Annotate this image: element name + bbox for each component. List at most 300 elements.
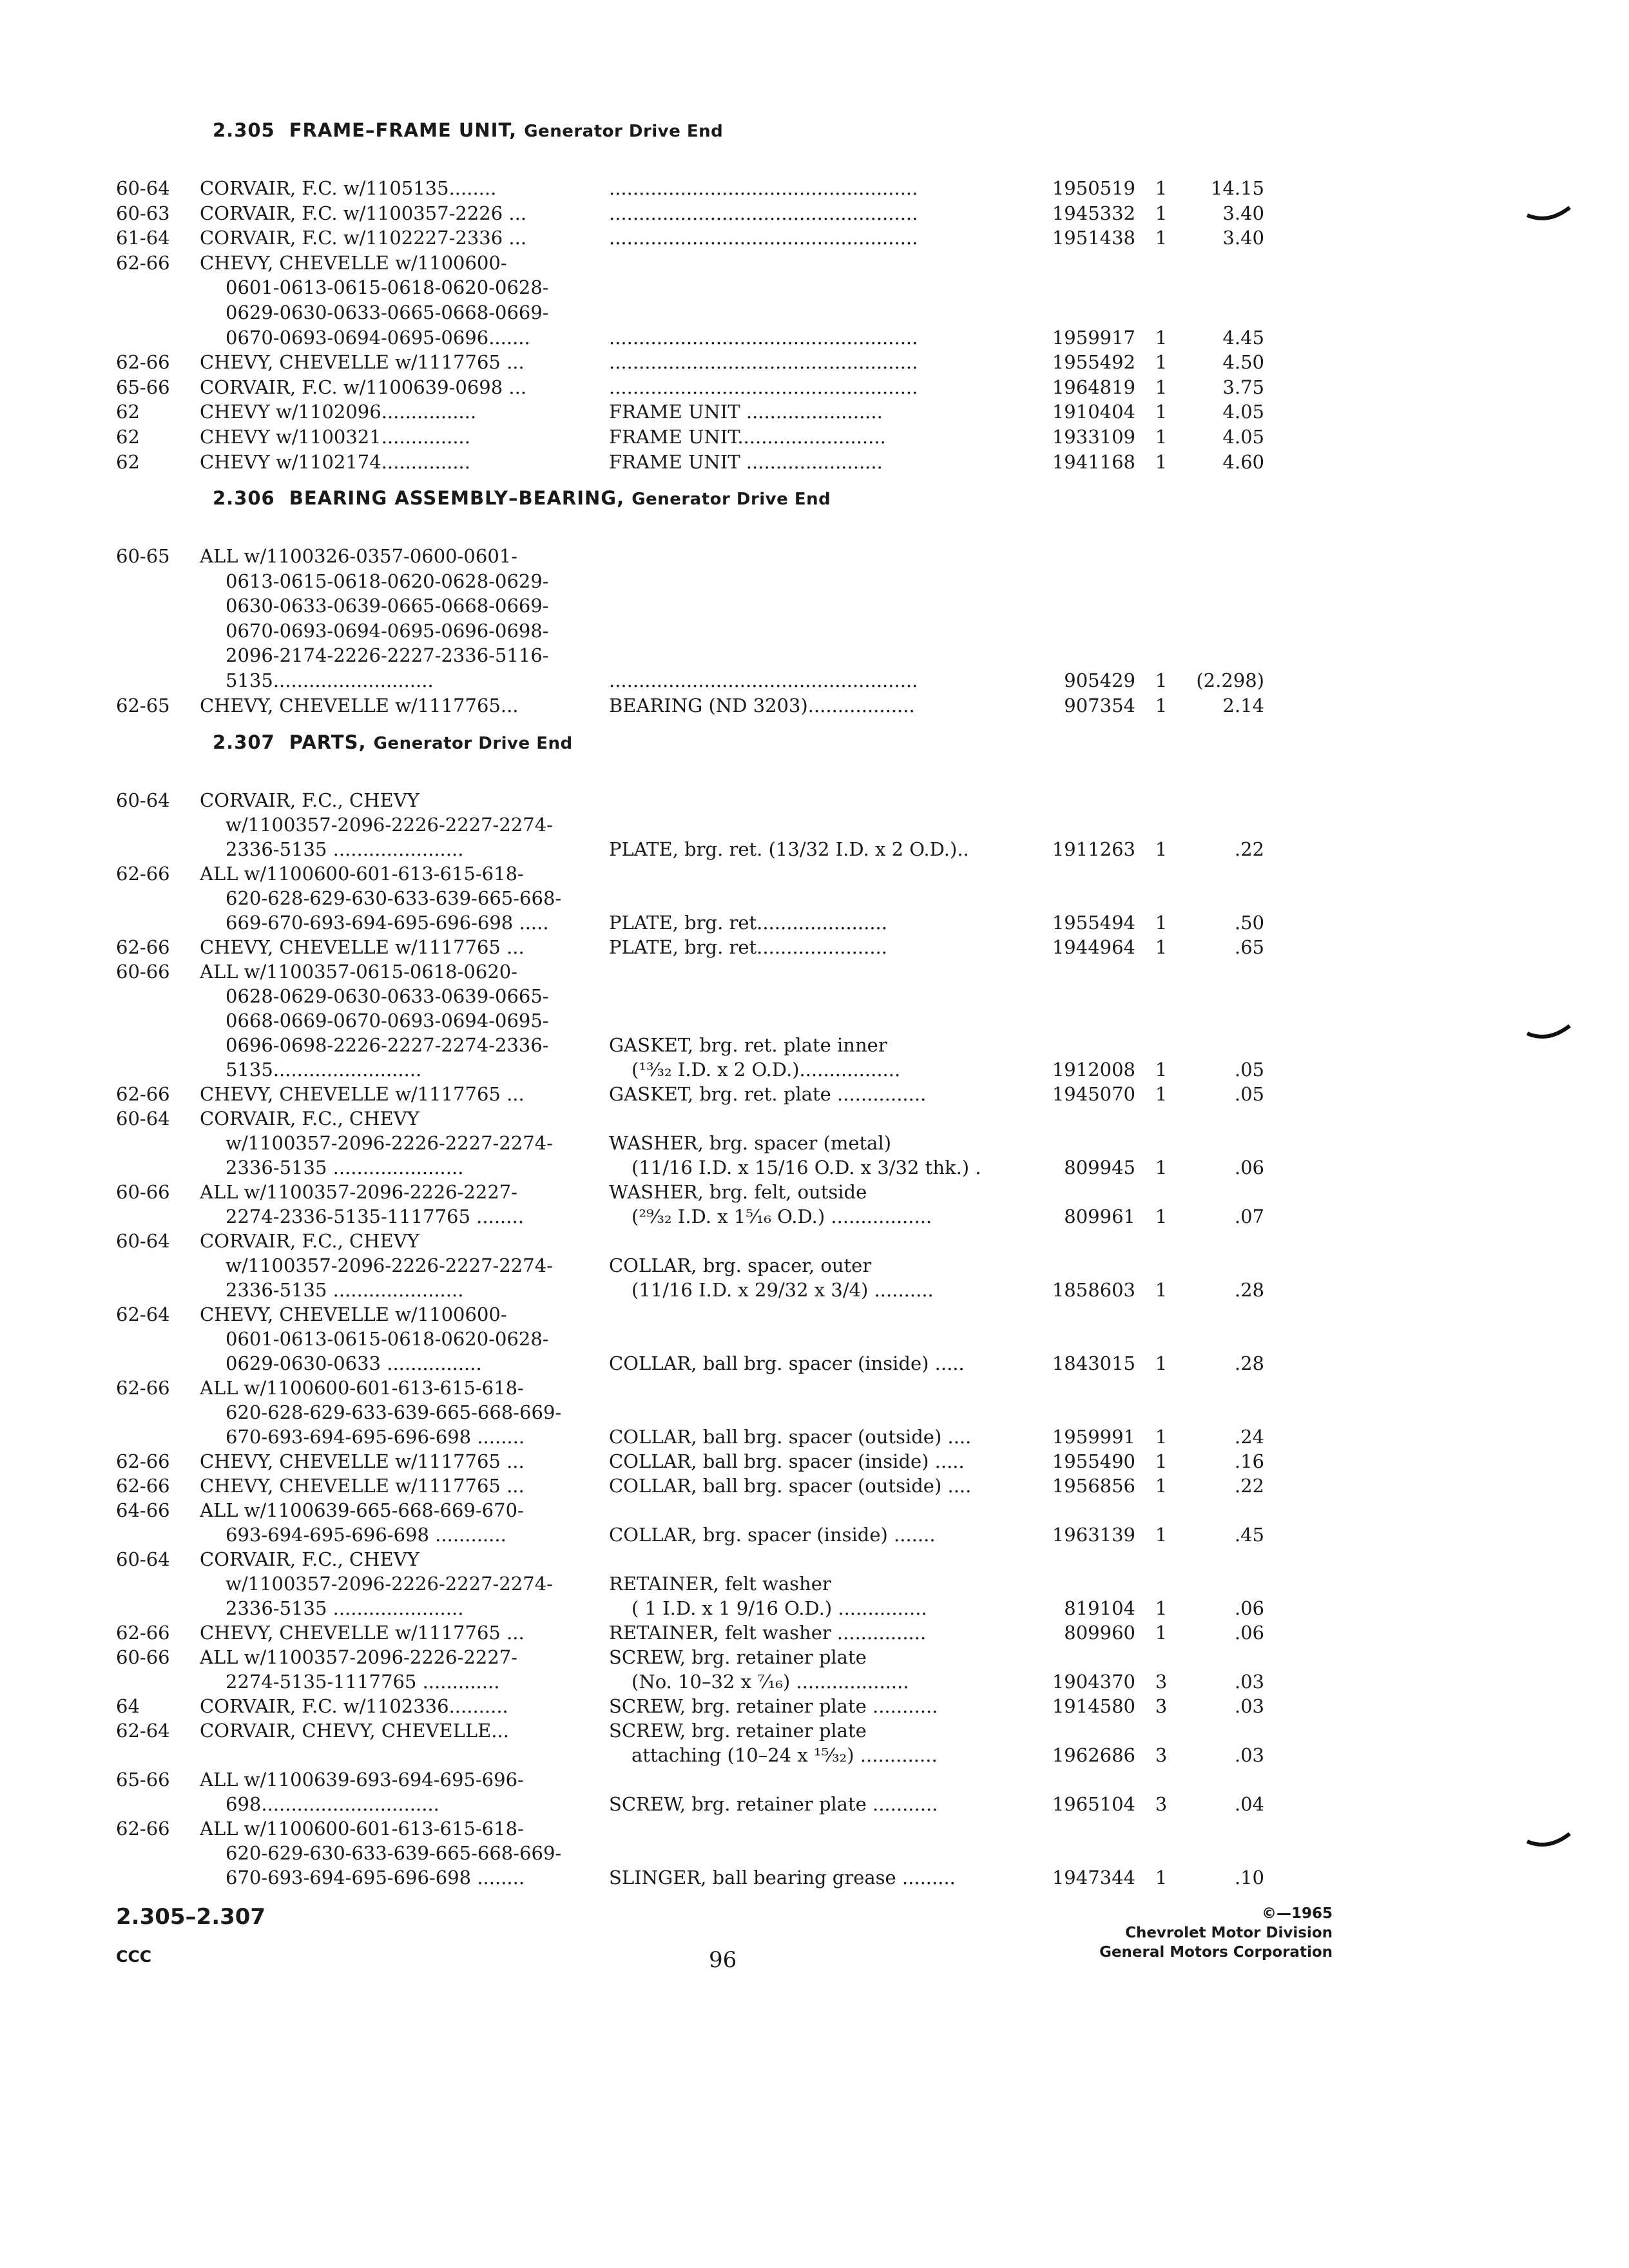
model-application: w/1100357-2096-2226-2227-2274- [226, 814, 553, 836]
parts-row [0, 1645, 1629, 1669]
parts-row [0, 1718, 1629, 1743]
parts-row [0, 1792, 1629, 1816]
model-application: 670-693-694-695-696-698 ........ [226, 1426, 525, 1448]
part-description: (²⁹⁄₃₂ I.D. x 1⁵⁄₁₆ O.D.) ................. [631, 1206, 932, 1227]
parts-row [0, 1841, 1629, 1865]
part-number: 809945 [1064, 1157, 1135, 1178]
part-description: .................................................... [609, 669, 918, 691]
model-application: 669-670-693-694-695-696-698 ..... [226, 912, 549, 934]
list-price: 3.40 [1222, 227, 1264, 249]
part-description: BEARING (ND 3203).................. [609, 694, 915, 716]
list-price: .28 [1234, 1279, 1264, 1301]
part-number: 809961 [1064, 1206, 1135, 1227]
part-number: 1955492 [1052, 351, 1135, 374]
model-application: 5135......................... [226, 1059, 422, 1081]
parts-row [0, 569, 1629, 593]
model-year: 65-66 [116, 1769, 170, 1791]
parts-row [0, 693, 1629, 718]
quantity: 1 [1155, 669, 1168, 691]
part-description: PLATE, brg. ret. (13/32 I.D. x 2 O.D.).. [609, 838, 969, 860]
section-subtitle: Generator Drive End [524, 122, 724, 141]
model-year: 60-64 [116, 1230, 170, 1252]
catalog-code: CCC [116, 1947, 152, 1966]
model-application: 2336-5135 ...................... [226, 838, 464, 860]
parts-row [0, 1865, 1629, 1890]
model-application: CHEVY, CHEVELLE w/1117765 ... [200, 1475, 525, 1497]
parts-row [0, 668, 1629, 693]
model-application: CHEVY, CHEVELLE w/1117765 ... [200, 351, 525, 374]
model-year: 62-66 [116, 1622, 170, 1644]
model-year: 62-66 [116, 863, 170, 885]
list-price: .50 [1234, 912, 1264, 934]
part-number: 1962686 [1052, 1744, 1135, 1766]
list-price: 4.50 [1222, 351, 1264, 374]
parts-row [0, 1669, 1629, 1694]
part-description: COLLAR, ball brg. spacer (inside) ..... [609, 1450, 965, 1472]
list-price: 4.05 [1222, 401, 1264, 423]
model-year: 64 [116, 1695, 140, 1717]
part-description: .................................................... [609, 202, 918, 224]
list-price: 4.60 [1222, 450, 1264, 473]
part-description: COLLAR, ball brg. spacer (outside) .... [609, 1475, 972, 1497]
model-application: CORVAIR, F.C., CHEVY [200, 1230, 419, 1252]
part-description: .................................................... [609, 326, 918, 349]
model-application: 0628-0629-0630-0633-0639-0665- [226, 985, 549, 1007]
quantity: 1 [1155, 227, 1168, 249]
parts-row [0, 1302, 1629, 1327]
model-application: 2336-5135 ...................... [226, 1279, 464, 1301]
part-description: GASKET, brg. ret. plate inner [609, 1034, 887, 1056]
parts-row [0, 1547, 1629, 1571]
model-year: 62-66 [116, 351, 170, 374]
parts-row [0, 1376, 1629, 1400]
part-number: 1933109 [1052, 426, 1135, 448]
parts-row [0, 1057, 1629, 1082]
parts-row [0, 1498, 1629, 1523]
parts-row [0, 226, 1629, 250]
section-heading [213, 119, 723, 141]
quantity: 1 [1155, 1867, 1168, 1888]
model-year: 60-64 [116, 789, 170, 811]
quantity: 1 [1155, 426, 1168, 448]
parts-row [0, 910, 1629, 935]
model-year: 60-66 [116, 961, 170, 983]
quantity: 1 [1155, 1597, 1168, 1619]
list-price: .04 [1234, 1793, 1264, 1815]
parts-row [0, 1253, 1629, 1278]
model-application: 698.............................. [226, 1793, 439, 1815]
quantity: 3 [1155, 1695, 1168, 1717]
model-application: 2274-2336-5135-1117765 ........ [226, 1206, 524, 1227]
part-number: 1904370 [1052, 1671, 1135, 1693]
parts-row [0, 1351, 1629, 1376]
quantity: 1 [1155, 1622, 1168, 1644]
part-number: 1951438 [1052, 227, 1135, 249]
parts-row [0, 1082, 1629, 1106]
model-application: CHEVY w/1102174............... [200, 450, 470, 473]
parts-row [0, 1571, 1629, 1596]
parts-row [0, 886, 1629, 910]
section-subtitle: Generator Drive End [631, 490, 831, 509]
list-price: .22 [1234, 1475, 1264, 1497]
part-number: 1941168 [1052, 450, 1135, 473]
parts-row [0, 1106, 1629, 1131]
model-application: CHEVY w/1102096................ [200, 401, 477, 423]
model-application: ALL w/1100639-693-694-695-696- [200, 1769, 524, 1791]
quantity: 1 [1155, 1059, 1168, 1081]
part-number: 1955494 [1052, 912, 1135, 934]
quantity: 1 [1155, 1157, 1168, 1178]
list-price: 3.75 [1222, 376, 1264, 398]
part-description: WASHER, brg. felt, outside [609, 1181, 867, 1203]
part-description: PLATE, brg. ret...................... [609, 912, 887, 934]
quantity: 1 [1155, 202, 1168, 224]
list-price: .07 [1234, 1206, 1264, 1227]
parts-row [0, 1620, 1629, 1645]
page-number: 96 [709, 1947, 737, 1973]
model-application: ALL w/1100357-0615-0618-0620- [200, 961, 518, 983]
part-number: 1858603 [1052, 1279, 1135, 1301]
model-application: CHEVY, CHEVELLE w/1117765 ... [200, 1622, 525, 1644]
model-year: 62-66 [116, 1377, 170, 1399]
model-year: 62-65 [116, 694, 170, 716]
model-application: 620-628-629-633-639-665-668-669- [226, 1401, 562, 1423]
parts-row [0, 375, 1629, 399]
quantity: 1 [1155, 1450, 1168, 1472]
parts-row [0, 1523, 1629, 1547]
part-description: GASKET, brg. ret. plate ............... [609, 1083, 927, 1105]
quantity: 1 [1155, 177, 1168, 199]
model-application: 0629-0630-0633-0665-0668-0669- [226, 302, 549, 323]
parts-row [0, 1425, 1629, 1449]
list-price: .03 [1234, 1671, 1264, 1693]
list-price: .22 [1234, 838, 1264, 860]
model-application: 5135........................... [226, 669, 434, 691]
quantity: 1 [1155, 1475, 1168, 1497]
list-price: 4.45 [1222, 326, 1264, 349]
part-description: ( 1 I.D. x 1 9/16 O.D.) ............... [631, 1597, 927, 1619]
parts-row [0, 251, 1629, 275]
model-year: 60-65 [116, 545, 170, 567]
part-description: SCREW, brg. retainer plate ........... [609, 1695, 938, 1717]
part-description: SCREW, brg. retainer plate [609, 1720, 867, 1742]
quantity: 1 [1155, 1524, 1168, 1546]
parts-row [0, 450, 1629, 474]
section-title: PARTS, [289, 731, 367, 753]
parts-row [0, 1131, 1629, 1155]
part-number: 1959991 [1052, 1426, 1135, 1448]
model-year: 62-66 [116, 1818, 170, 1840]
quantity: 1 [1155, 1426, 1168, 1448]
parts-row [0, 788, 1629, 812]
model-year: 64-66 [116, 1499, 170, 1521]
list-price: .03 [1234, 1695, 1264, 1717]
copyright-block [1099, 1904, 1333, 1962]
model-application: 620-629-630-633-639-665-668-669- [226, 1842, 562, 1864]
parts-row [0, 425, 1629, 449]
model-application: CHEVY, CHEVELLE w/1117765 ... [200, 1083, 525, 1105]
list-price: .03 [1234, 1744, 1264, 1766]
parts-row [0, 837, 1629, 861]
parts-row [0, 1008, 1629, 1033]
part-description: (¹³⁄₃₂ I.D. x 2 O.D.)................. [631, 1059, 901, 1081]
parts-row [0, 399, 1629, 424]
part-number: 1910404 [1052, 401, 1135, 423]
model-application: CHEVY, CHEVELLE w/1117765... [200, 694, 519, 716]
parts-row [0, 1743, 1629, 1767]
model-application: CORVAIR, F.C. w/1105135........ [200, 177, 497, 199]
part-number: 1944964 [1052, 936, 1135, 958]
model-application: CORVAIR, F.C., CHEVY [200, 1108, 419, 1129]
part-number: 1843015 [1052, 1352, 1135, 1374]
model-year: 62-66 [116, 1475, 170, 1497]
part-description: RETAINER, felt washer [609, 1573, 831, 1595]
quantity: 3 [1155, 1744, 1168, 1766]
section-subtitle: Generator Drive End [373, 734, 573, 753]
model-application: 0630-0633-0639-0665-0668-0669- [226, 595, 549, 617]
section-number: 2.306 [213, 487, 275, 509]
quantity: 1 [1155, 1352, 1168, 1374]
part-description: FRAME UNIT ....................... [609, 450, 883, 473]
model-application: ALL w/1100357-2096-2226-2227- [200, 1181, 518, 1203]
model-year: 62 [116, 401, 140, 423]
list-price: .05 [1234, 1083, 1264, 1105]
model-application: 2336-5135 ...................... [226, 1597, 464, 1619]
quantity: 3 [1155, 1671, 1168, 1693]
model-application: CORVAIR, F.C. w/1100639-0698 ... [200, 376, 527, 398]
part-description: SLINGER, ball bearing grease ......... [609, 1867, 956, 1888]
model-application: 0696-0698-2226-2227-2274-2336- [226, 1034, 549, 1056]
model-application: CORVAIR, F.C. w/1100357-2226 ... [200, 202, 527, 224]
model-application: CHEVY, CHEVELLE w/1100600- [200, 1303, 507, 1325]
model-application: CORVAIR, CHEVY, CHEVELLE... [200, 1720, 509, 1742]
part-description: .................................................... [609, 227, 918, 249]
part-description: .................................................... [609, 177, 918, 199]
model-application: CORVAIR, F.C. w/1102227-2336 ... [200, 227, 527, 249]
model-application: 0670-0693-0694-0695-0696....... [226, 326, 530, 349]
part-number: 809960 [1064, 1622, 1135, 1644]
model-application: w/1100357-2096-2226-2227-2274- [226, 1132, 553, 1154]
model-year: 62-66 [116, 1450, 170, 1472]
part-number: 1963139 [1052, 1524, 1135, 1546]
model-application: 693-694-695-696-698 ............ [226, 1524, 506, 1546]
list-price: (2.298) [1196, 669, 1264, 691]
model-application: 2096-2174-2226-2227-2336-5116- [226, 644, 549, 667]
quantity: 1 [1155, 450, 1168, 473]
quantity: 1 [1155, 351, 1168, 374]
list-price: .65 [1234, 936, 1264, 958]
parts-row [0, 1767, 1629, 1792]
part-number: 1945332 [1052, 202, 1135, 224]
model-application: 670-693-694-695-696-698 ........ [226, 1867, 525, 1888]
model-year: 62 [116, 426, 140, 448]
part-number: 1959917 [1052, 326, 1135, 349]
quantity: 1 [1155, 912, 1168, 934]
model-application: CORVAIR, F.C., CHEVY [200, 1548, 419, 1570]
parts-row [0, 201, 1629, 226]
part-number: 1914580 [1052, 1695, 1135, 1717]
quantity: 1 [1155, 1206, 1168, 1227]
section-heading [213, 731, 573, 753]
model-year: 62-66 [116, 1083, 170, 1105]
parts-row [0, 619, 1629, 643]
section-title: BEARING ASSEMBLY–BEARING, [289, 487, 625, 509]
model-year: 60-63 [116, 202, 170, 224]
parts-row [0, 1278, 1629, 1302]
parts-row [0, 593, 1629, 618]
quantity: 1 [1155, 838, 1168, 860]
part-number: 1964819 [1052, 376, 1135, 398]
parts-row [0, 984, 1629, 1008]
model-application: CORVAIR, F.C., CHEVY [200, 789, 419, 811]
list-price: .16 [1234, 1450, 1264, 1472]
list-price: .10 [1234, 1867, 1264, 1888]
model-application: 0601-0613-0615-0618-0620-0628- [226, 276, 549, 299]
section-number: 2.305 [213, 119, 275, 141]
parts-row [0, 1694, 1629, 1718]
model-year: 60-64 [116, 1548, 170, 1570]
part-description: (No. 10–32 x ⁷⁄₁₆) ................... [631, 1671, 909, 1693]
model-year: 62-66 [116, 936, 170, 958]
model-application: 620-628-629-630-633-639-665-668- [226, 887, 562, 909]
list-price: 4.05 [1222, 426, 1264, 448]
parts-row [0, 325, 1629, 350]
parts-row [0, 1180, 1629, 1204]
model-year: 60-64 [116, 1108, 170, 1129]
model-year: 65-66 [116, 376, 170, 398]
model-year: 62 [116, 450, 140, 473]
model-application: w/1100357-2096-2226-2227-2274- [226, 1573, 553, 1595]
part-number: 1912008 [1052, 1059, 1135, 1081]
part-number: 905429 [1064, 669, 1135, 691]
quantity: 1 [1155, 694, 1168, 716]
part-number: 1950519 [1052, 177, 1135, 199]
quantity: 1 [1155, 326, 1168, 349]
model-application: 0601-0613-0615-0618-0620-0628- [226, 1328, 549, 1350]
model-application: 2274-5135-1117765 ............. [226, 1671, 500, 1693]
copyright: ©—1965 [1261, 1905, 1333, 1922]
list-price: .45 [1234, 1524, 1264, 1546]
part-description: attaching (10–24 x ¹⁵⁄₃₂) ............. [631, 1744, 938, 1766]
part-description: (11/16 I.D. x 29/32 x 3/4) .......... [631, 1279, 934, 1301]
model-application: ALL w/1100600-601-613-615-618- [200, 1377, 524, 1399]
section-range: 2.305–2.307 [116, 1904, 266, 1930]
part-number: 819104 [1064, 1597, 1135, 1619]
quantity: 1 [1155, 376, 1168, 398]
parts-row [0, 812, 1629, 837]
list-price: 2.14 [1222, 694, 1264, 716]
model-application: ALL w/1100600-601-613-615-618- [200, 863, 524, 885]
list-price: .05 [1234, 1059, 1264, 1081]
quantity: 1 [1155, 401, 1168, 423]
part-description: FRAME UNIT ....................... [609, 401, 883, 423]
model-year: 62-64 [116, 1720, 170, 1742]
section-title: FRAME–FRAME UNIT, [289, 119, 517, 141]
section-number: 2.307 [213, 731, 275, 753]
part-description: COLLAR, ball brg. spacer (inside) ..... [609, 1352, 965, 1374]
model-application: 0670-0693-0694-0695-0696-0698- [226, 619, 549, 642]
parts-row [0, 959, 1629, 984]
list-price: 14.15 [1210, 177, 1264, 199]
part-number: 1965104 [1052, 1793, 1135, 1815]
parts-row [0, 1449, 1629, 1474]
model-application: CHEVY, CHEVELLE w/1100600- [200, 251, 507, 274]
parts-row [0, 1204, 1629, 1229]
margin-tick-mark [1526, 204, 1571, 227]
part-description: RETAINER, felt washer ............... [609, 1622, 927, 1644]
part-description: FRAME UNIT......................... [609, 426, 886, 448]
margin-tick-mark [1526, 1022, 1571, 1045]
list-price: .06 [1234, 1622, 1264, 1644]
model-application: 0629-0630-0633 ................ [226, 1352, 482, 1374]
parts-row [0, 544, 1629, 568]
part-number: 1911263 [1052, 838, 1135, 860]
list-price: .06 [1234, 1157, 1264, 1178]
part-number: 1955490 [1052, 1450, 1135, 1472]
parts-row [0, 275, 1629, 300]
margin-tick-mark [1526, 1830, 1571, 1853]
parts-row [0, 1155, 1629, 1180]
model-application: w/1100357-2096-2226-2227-2274- [226, 1254, 553, 1276]
list-price: .28 [1234, 1352, 1264, 1374]
model-year: 62-64 [116, 1303, 170, 1325]
part-description: PLATE, brg. ret...................... [609, 936, 887, 958]
parts-row [0, 643, 1629, 668]
list-price: 3.40 [1222, 202, 1264, 224]
parts-row [0, 300, 1629, 325]
quantity: 3 [1155, 1793, 1168, 1815]
model-application: 2336-5135 ...................... [226, 1157, 464, 1178]
part-number: 1945070 [1052, 1083, 1135, 1105]
parts-row [0, 935, 1629, 959]
model-application: ALL w/1100639-665-668-669-670- [200, 1499, 524, 1521]
quantity: 1 [1155, 936, 1168, 958]
parts-row [0, 1596, 1629, 1620]
parts-row [0, 350, 1629, 374]
model-year: 60-66 [116, 1646, 170, 1668]
section-heading [213, 487, 831, 509]
part-description: SCREW, brg. retainer plate ........... [609, 1793, 938, 1815]
quantity: 1 [1155, 1083, 1168, 1105]
model-year: 60-64 [116, 177, 170, 199]
parts-row [0, 176, 1629, 200]
model-year: 60-66 [116, 1181, 170, 1203]
quantity: 1 [1155, 1279, 1168, 1301]
part-description: WASHER, brg. spacer (metal) [609, 1132, 892, 1154]
division: Chevrolet Motor Division [1125, 1925, 1333, 1941]
model-application: ALL w/1100326-0357-0600-0601- [200, 545, 518, 567]
model-application: CHEVY w/1100321............... [200, 426, 470, 448]
parts-row [0, 1400, 1629, 1425]
part-description: SCREW, brg. retainer plate [609, 1646, 867, 1668]
parts-row [0, 1474, 1629, 1498]
part-description: COLLAR, ball brg. spacer (outside) .... [609, 1426, 972, 1448]
corporation: General Motors Corporation [1099, 1944, 1333, 1961]
model-application: CHEVY, CHEVELLE w/1117765 ... [200, 936, 525, 958]
part-description: .................................................... [609, 376, 918, 398]
parts-row [0, 1229, 1629, 1253]
parts-row [0, 1033, 1629, 1057]
part-description: COLLAR, brg. spacer (inside) ....... [609, 1524, 936, 1546]
part-description: (11/16 I.D. x 15/16 O.D. x 3/32 thk.) . [631, 1157, 981, 1178]
part-number: 1956856 [1052, 1475, 1135, 1497]
part-number: 907354 [1064, 694, 1135, 716]
model-year: 62-66 [116, 251, 170, 274]
parts-row [0, 1327, 1629, 1351]
model-application: CORVAIR, F.C. w/1102336.......... [200, 1695, 508, 1717]
model-application: CHEVY, CHEVELLE w/1117765 ... [200, 1450, 525, 1472]
model-application: 0613-0615-0618-0620-0628-0629- [226, 570, 549, 592]
